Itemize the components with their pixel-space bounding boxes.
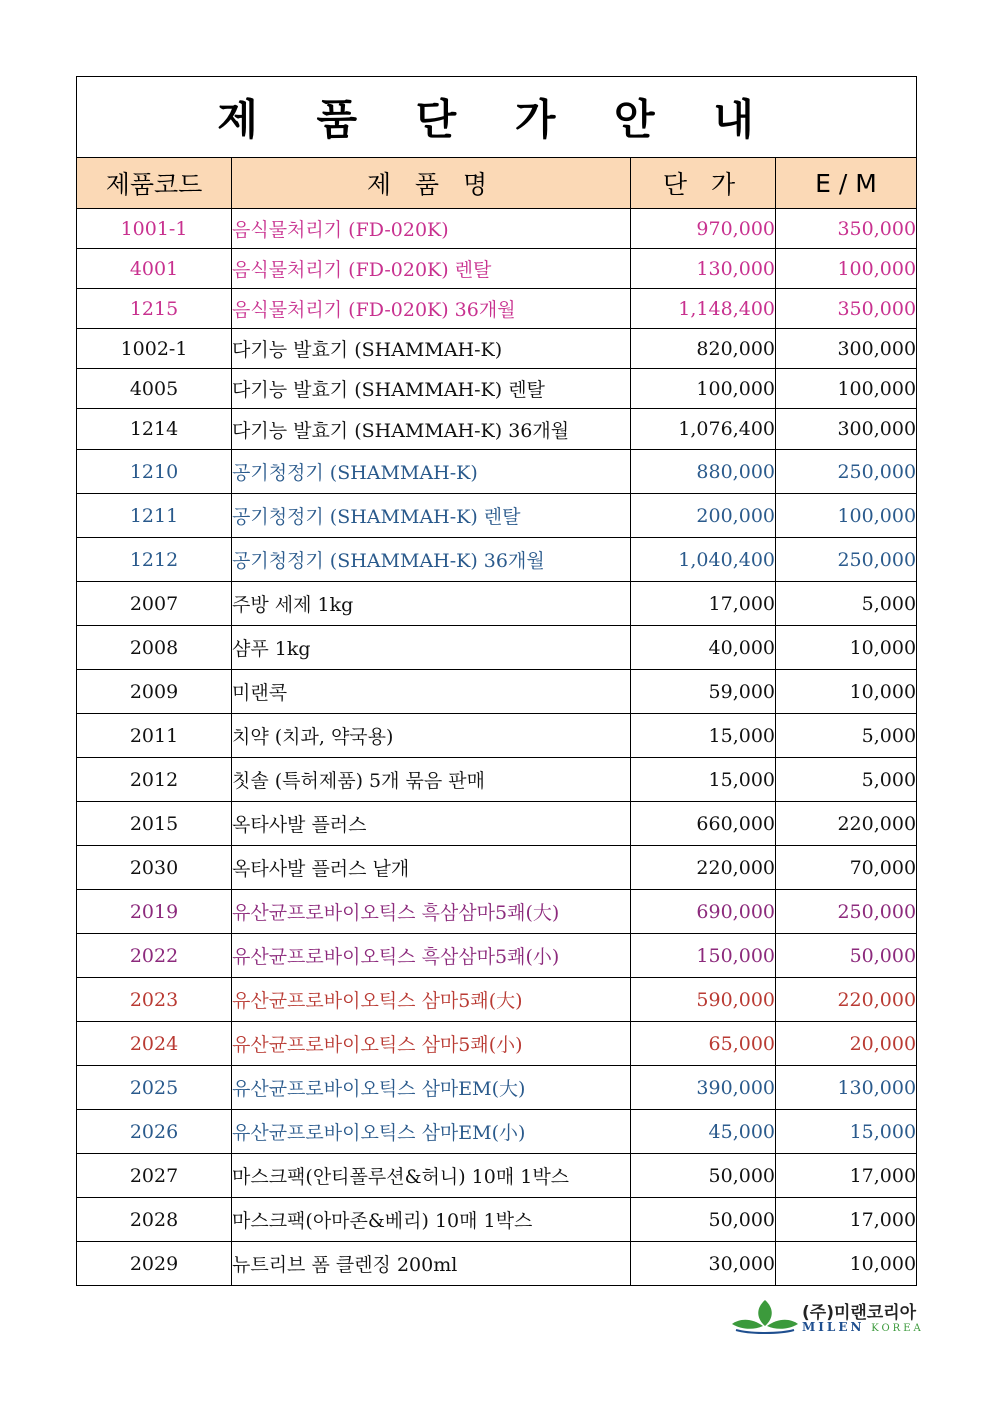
code-cell: 2019 [77, 890, 232, 934]
code-cell: 2025 [77, 1066, 232, 1110]
code-cell: 1001-1 [77, 209, 232, 249]
table-row [77, 890, 917, 934]
em-cell: 17,000 [776, 1154, 917, 1198]
name-cell: 음식물처리기 (FD-020K) [232, 209, 631, 249]
price-cell: 200,000 [631, 494, 776, 538]
price-cell: 1,148,400 [631, 289, 776, 329]
code-cell: 1210 [77, 450, 232, 494]
table-row [77, 714, 917, 758]
em-cell: 350,000 [776, 209, 917, 249]
price-cell: 660,000 [631, 802, 776, 846]
code-cell: 4005 [77, 369, 232, 409]
header-price: 단 가 [631, 158, 776, 209]
price-cell: 30,000 [631, 1242, 776, 1286]
em-cell: 5,000 [776, 582, 917, 626]
name-cell: 유산균프로바이오틱스 삼마EM(小) [232, 1110, 631, 1154]
price-cell: 220,000 [631, 846, 776, 890]
price-cell: 880,000 [631, 450, 776, 494]
price-cell: 1,040,400 [631, 538, 776, 582]
brand-korea: KOREA [871, 1323, 924, 1334]
table-row [77, 670, 917, 714]
em-cell: 250,000 [776, 450, 917, 494]
code-cell: 2024 [77, 1022, 232, 1066]
table-row [77, 329, 917, 369]
em-cell: 300,000 [776, 409, 917, 450]
price-cell: 50,000 [631, 1198, 776, 1242]
em-cell: 250,000 [776, 538, 917, 582]
table-row [77, 249, 917, 289]
table-body [77, 209, 917, 1286]
code-cell: 2026 [77, 1110, 232, 1154]
table-row [77, 758, 917, 802]
price-cell: 390,000 [631, 1066, 776, 1110]
code-cell: 1215 [77, 289, 232, 329]
price-cell: 590,000 [631, 978, 776, 1022]
name-cell: 마스크팩(안티폴루션&허니) 10매 1박스 [232, 1154, 631, 1198]
price-cell: 65,000 [631, 1022, 776, 1066]
em-cell: 15,000 [776, 1110, 917, 1154]
company-brand [802, 1320, 924, 1334]
em-cell: 50,000 [776, 934, 917, 978]
name-cell: 유산균프로바이오틱스 흑삼삼마5쾌(小) [232, 934, 631, 978]
price-cell: 45,000 [631, 1110, 776, 1154]
table-row [77, 369, 917, 409]
name-cell: 칫솔 (특허제품) 5개 묶음 판매 [232, 758, 631, 802]
name-cell: 유산균프로바이오틱스 삼마5쾌(小) [232, 1022, 631, 1066]
price-cell: 59,000 [631, 670, 776, 714]
code-cell: 2011 [77, 714, 232, 758]
em-cell: 10,000 [776, 1242, 917, 1286]
code-cell: 1211 [77, 494, 232, 538]
em-cell: 250,000 [776, 890, 917, 934]
header-em: E / M [776, 158, 917, 209]
leaf-logo-icon [730, 1296, 800, 1336]
price-cell: 17,000 [631, 582, 776, 626]
table-row [77, 1198, 917, 1242]
table-row [77, 1022, 917, 1066]
header-code: 제품코드 [77, 158, 232, 209]
code-cell: 1214 [77, 409, 232, 450]
code-cell: 2009 [77, 670, 232, 714]
table-row [77, 802, 917, 846]
em-cell: 100,000 [776, 249, 917, 289]
em-cell: 5,000 [776, 758, 917, 802]
code-cell: 2007 [77, 582, 232, 626]
name-cell: 옥타사발 플러스 낱개 [232, 846, 631, 890]
name-cell: 주방 세제 1kg [232, 582, 631, 626]
em-cell: 20,000 [776, 1022, 917, 1066]
table-row [77, 409, 917, 450]
name-cell: 음식물처리기 (FD-020K) 렌탈 [232, 249, 631, 289]
name-cell: 치약 (치과, 약국용) [232, 714, 631, 758]
code-cell: 2008 [77, 626, 232, 670]
name-cell: 공기청정기 (SHAMMAH-K) 렌탈 [232, 494, 631, 538]
table-row [77, 494, 917, 538]
name-cell: 다기능 발효기 (SHAMMAH-K) 렌탈 [232, 369, 631, 409]
company-logo [730, 1296, 950, 1340]
header-row [77, 158, 917, 209]
code-cell: 2023 [77, 978, 232, 1022]
code-cell: 2030 [77, 846, 232, 890]
table-row [77, 538, 917, 582]
table-row [77, 934, 917, 978]
price-cell: 820,000 [631, 329, 776, 369]
code-cell: 2012 [77, 758, 232, 802]
table-row [77, 289, 917, 329]
name-cell: 공기청정기 (SHAMMAH-K) [232, 450, 631, 494]
code-cell: 2015 [77, 802, 232, 846]
name-cell: 뉴트리브 폼 클렌징 200ml [232, 1242, 631, 1286]
em-cell: 300,000 [776, 329, 917, 369]
em-cell: 5,000 [776, 714, 917, 758]
name-cell: 공기청정기 (SHAMMAH-K) 36개월 [232, 538, 631, 582]
name-cell: 미랜콕 [232, 670, 631, 714]
code-cell: 1002-1 [77, 329, 232, 369]
table-row [77, 1154, 917, 1198]
brand-milen: MILEN [802, 1320, 865, 1334]
code-cell: 2027 [77, 1154, 232, 1198]
name-cell: 음식물처리기 (FD-020K) 36개월 [232, 289, 631, 329]
table-row [77, 978, 917, 1022]
em-cell: 350,000 [776, 289, 917, 329]
name-cell: 마스크팩(아마존&베리) 10매 1박스 [232, 1198, 631, 1242]
price-cell: 130,000 [631, 249, 776, 289]
em-cell: 220,000 [776, 978, 917, 1022]
table-row [77, 1066, 917, 1110]
em-cell: 220,000 [776, 802, 917, 846]
code-cell: 2022 [77, 934, 232, 978]
table-row [77, 1110, 917, 1154]
table-row [77, 582, 917, 626]
em-cell: 130,000 [776, 1066, 917, 1110]
code-cell: 1212 [77, 538, 232, 582]
name-cell: 샴푸 1kg [232, 626, 631, 670]
price-table [76, 76, 917, 1286]
header-name: 제 품 명 [232, 158, 631, 209]
company-name: (주)미랜코리아 [802, 1303, 917, 1323]
em-cell: 100,000 [776, 494, 917, 538]
name-cell: 유산균프로바이오틱스 삼마EM(大) [232, 1066, 631, 1110]
price-cell: 150,000 [631, 934, 776, 978]
price-cell: 690,000 [631, 890, 776, 934]
table-row [77, 626, 917, 670]
table-row [77, 209, 917, 249]
name-cell: 유산균프로바이오틱스 흑삼삼마5쾌(大) [232, 890, 631, 934]
em-cell: 70,000 [776, 846, 917, 890]
em-cell: 17,000 [776, 1198, 917, 1242]
name-cell: 옥타사발 플러스 [232, 802, 631, 846]
em-cell: 10,000 [776, 626, 917, 670]
table-row [77, 1242, 917, 1286]
em-cell: 100,000 [776, 369, 917, 409]
price-cell: 50,000 [631, 1154, 776, 1198]
page-title: 제 품 단 가 안 내 [77, 77, 917, 158]
price-cell: 1,076,400 [631, 409, 776, 450]
price-cell: 100,000 [631, 369, 776, 409]
name-cell: 다기능 발효기 (SHAMMAH-K) [232, 329, 631, 369]
code-cell: 2029 [77, 1242, 232, 1286]
price-cell: 40,000 [631, 626, 776, 670]
code-cell: 4001 [77, 249, 232, 289]
code-cell: 2028 [77, 1198, 232, 1242]
name-cell: 유산균프로바이오틱스 삼마5쾌(大) [232, 978, 631, 1022]
table-row [77, 846, 917, 890]
em-cell: 10,000 [776, 670, 917, 714]
table-row [77, 450, 917, 494]
price-cell: 15,000 [631, 714, 776, 758]
name-cell: 다기능 발효기 (SHAMMAH-K) 36개월 [232, 409, 631, 450]
price-sheet [76, 76, 916, 1286]
price-cell: 970,000 [631, 209, 776, 249]
price-cell: 15,000 [631, 758, 776, 802]
